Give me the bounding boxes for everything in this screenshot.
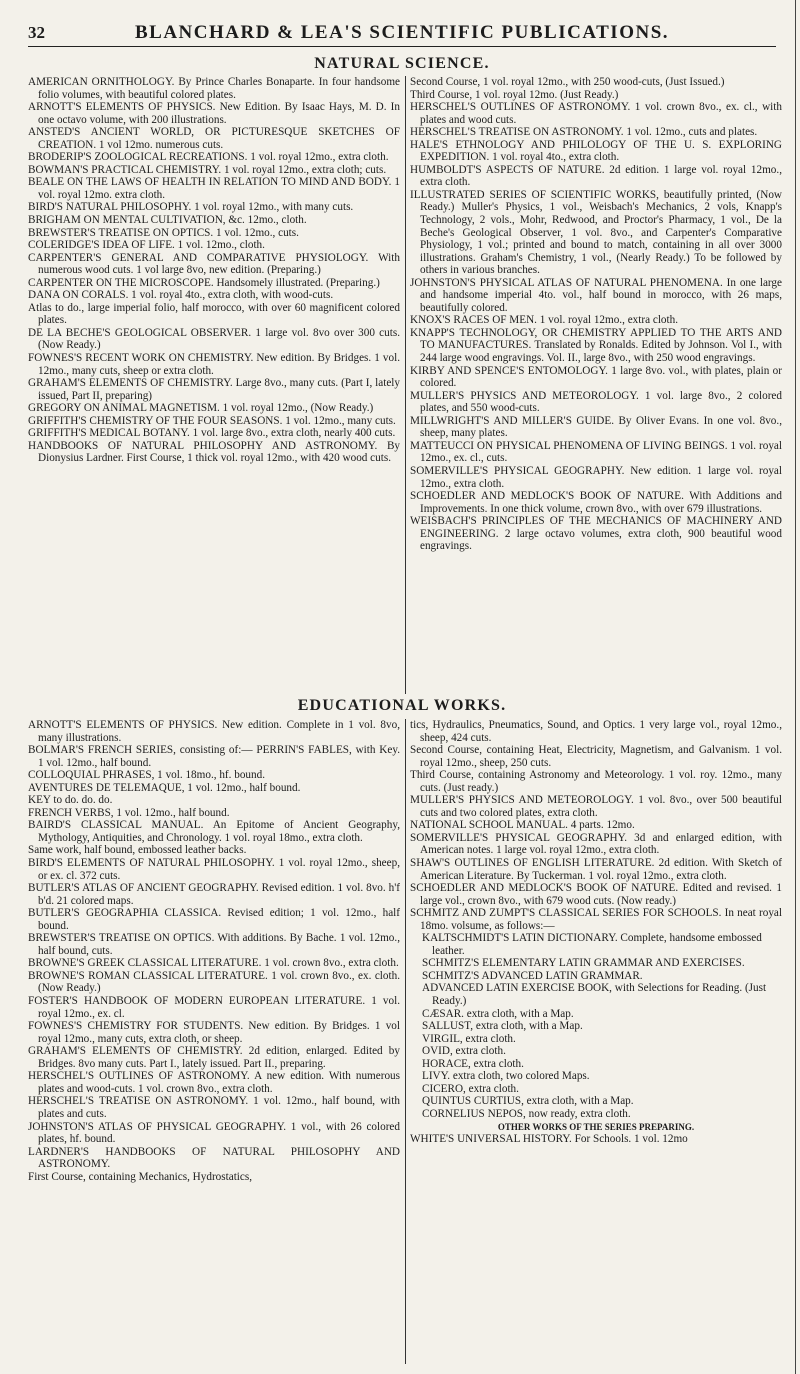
column-divider (405, 719, 406, 1364)
section-heading-natural-science: NATURAL SCIENCE. (314, 55, 490, 72)
catalogue-entry: Same work, half bound, embossed leather backs. (28, 844, 247, 857)
catalogue-entry: MULLER'S PHYSICS AND METEOROLOGY. 1 vol. large 8vo., 2 colored plates, and 550 wood-cuts. (410, 389, 782, 415)
catalogue-entry: HANDBOOKS OF NATURAL PHILOSOPHY AND ASTRONOMY. By Dionysius Lardner. First Course, 1 thick vol. royal 12mo., with 420 wood cuts. (28, 439, 400, 465)
page-header (28, 20, 776, 47)
catalogue-entry: ARNOTT'S ELEMENTS OF PHYSICS. New edition. Complete in 1 vol. 8vo, many illustrations. (28, 719, 400, 744)
column-divider (405, 76, 406, 694)
catalogue-entry: Second Course, 1 vol. royal 12mo., with 250 wood-cuts, (Just Issued.) (410, 76, 725, 88)
catalogue-entry: BREWSTER'S TREATISE ON OPTICS. With additions. By Bache. 1 vol. 12mo., half bound, cuts. (28, 932, 400, 957)
catalogue-entry: BROWNE'S ROMAN CLASSICAL LITERATURE. 1 vol. crown 8vo., ex. cloth. (Now Ready.) (28, 969, 400, 995)
catalogue-entry: GREGORY ON ANIMAL MAGNETISM. 1 vol. royal 12mo., (Now Ready.) (28, 402, 374, 415)
catalogue-entry: ARNOTT'S ELEMENTS OF PHYSICS. New Edition. By Isaac Hays, M. D. In one octavo volume, with 200 illustrations. (28, 101, 400, 126)
catalogue-entry: FOWNES'S CHEMISTRY FOR STUDENTS. New edition. By Bridges. 1 vol royal 12mo., many cuts, extra cloth, or sheep. (28, 1020, 400, 1045)
catalogue-entry: BOLMAR'S FRENCH SERIES, consisting of:— PERRIN'S FABLES, with Key. 1 vol. 12mo., half bound. (28, 744, 400, 769)
catalogue-entry: DE LA BECHE'S GEOLOGICAL OBSERVER. 1 large vol. 8vo over 300 cuts. (Now Ready.) (28, 326, 400, 352)
page-edge-rule (795, 0, 796, 1374)
catalogue-entry: SCHMITZ AND ZUMPT'S CLASSICAL SERIES FOR SCHOOLS. In neat royal 18mo. volsume, as follows:— (410, 907, 782, 932)
series-entry: LIVY. extra cloth, two colored Maps. (422, 1070, 590, 1083)
catalogue-entry: COLLOQUIAL PHRASES, 1 vol. 18mo., hf. bound. (28, 769, 266, 782)
series-entry: CÆSAR. extra cloth, with a Map. (422, 1007, 574, 1020)
catalogue-entry: BROWNE'S GREEK CLASSICAL LITERATURE. 1 vol. crown 8vo., extra cloth. (28, 957, 399, 970)
running-title: BLANCHARD & LEA'S SCIENTIFIC PUBLICATIONS. (134, 22, 670, 43)
catalogue-entry: HALE'S ETHNOLOGY AND PHILOLOGY OF THE U. S. EXPLORING EXPEDITION. 1 vol. royal 4to., extra cloth. (410, 138, 782, 164)
catalogue-entry: GRIFFITH'S CHEMISTRY OF THE FOUR SEASONS. 1 vol. 12mo., many cuts. (28, 414, 396, 427)
catalogue-entry: BREWSTER'S TREATISE ON OPTICS. 1 vol. 12mo., cuts. (28, 226, 299, 239)
section-heading-educational-works: EDUCATIONAL WORKS. (297, 697, 507, 714)
catalogue-entry: WHITE'S UNIVERSAL HISTORY. For Schools. 1 vol. 12mo (410, 1133, 688, 1146)
catalogue-entry: GRAHAM'S ELEMENTS OF CHEMISTRY. 2d edition, enlarged. Edited by Bridges. 8vo many cuts. Part I., lately issued. Part II., preparing. (28, 1045, 400, 1070)
catalogue-entry: SHAW'S OUTLINES OF ENGLISH LITERATURE. 2d edition. With Sketch of American Literature. By Tuckerman. 1 vol. royal 12mo., extra cloth. (410, 857, 782, 882)
catalogue-entry: BIRD'S ELEMENTS OF NATURAL PHILOSOPHY. 1 vol. royal 12mo., sheep, or ex. cl. 372 cuts. (28, 857, 400, 882)
catalogue-entry: ANSTED'S ANCIENT WORLD, OR PICTURESQUE SKETCHES OF CREATION. 1 vol 12mo. numerous cuts. (28, 126, 400, 151)
catalogue-entry: AVENTURES DE TELEMAQUE, 1 vol. 12mo., half bound. (28, 781, 301, 794)
series-entry: ADVANCED LATIN EXERCISE BOOK, with Selections for Reading. (Just Ready.) (422, 982, 767, 1008)
natural-science-right-column (410, 76, 782, 696)
catalogue-entry: JOHNSTON'S ATLAS OF PHYSICAL GEOGRAPHY. 1 vol., with 26 colored plates, hf. bound. (28, 1120, 400, 1146)
catalogue-entry: BAIRD'S CLASSICAL MANUAL. An Epitome of Ancient Geography, Mythology, Antiquities, and Chronology. 1 vol. royal 18mo., extra cloth. (28, 819, 400, 844)
series-entry: SCHMITZ'S ELEMENTARY LATIN GRAMMAR AND EXERCISES. (422, 957, 745, 970)
series-entry: KALTSCHMIDT'S LATIN DICTIONARY. Complete, handsome embossed leather. (422, 932, 762, 957)
catalogue-entry: First Course, containing Mechanics, Hydrostatics, (28, 1170, 253, 1183)
catalogue-entry: FOSTER'S HANDBOOK OF MODERN EUROPEAN LITERATURE. 1 vol. royal 12mo., ex. cl. (28, 995, 400, 1020)
catalogue-entry: BIRD'S NATURAL PHILOSOPHY. 1 vol. royal 12mo., with many cuts. (28, 201, 354, 214)
catalogue-entry: MILLWRIGHT'S AND MILLER'S GUIDE. By Oliver Evans. In one vol. 8vo., sheep, many plates. (410, 414, 782, 440)
catalogue-entry: KIRBY AND SPENCE'S ENTOMOLOGY. 1 large 8vo. vol., with plates, plain or colored. (410, 364, 782, 390)
series-entry: SALLUST, extra cloth, with a Map. (422, 1020, 583, 1033)
catalogue-entry: FRENCH VERBS, 1 vol. 12mo., half bound. (28, 806, 230, 819)
catalogue-entry: SCHOEDLER AND MEDLOCK'S BOOK OF NATURE. With Additions and Improvements. In one thick volume, crown 8vo., with over 679 illustrations. (410, 490, 782, 515)
series-entry: CICERO, extra cloth. (422, 1082, 519, 1095)
series-note: OTHER WORKS OF THE SERIES PREPARING. (497, 1121, 695, 1132)
series-entry: HORACE, extra cloth. (422, 1057, 524, 1070)
series-entry: SCHMITZ'S ADVANCED LATIN GRAMMAR. (422, 969, 643, 982)
educational-right-column (410, 719, 782, 1364)
catalogue-entry: AMERICAN ORNITHOLOGY. By Prince Charles Bonaparte. In four handsome folio volumes, with beautiful colored plates. (28, 76, 400, 101)
catalogue-entry: HUMBOLDT'S ASPECTS OF NATURE. 2d edition. 1 large vol. royal 12mo., extra cloth. (410, 163, 782, 189)
catalogue-entry: CARPENTER ON THE MICROSCOPE. Handsomely illustrated. (Preparing.) (28, 276, 380, 289)
series-entry: CORNELIUS NEPOS, now ready, extra cloth. (422, 1107, 631, 1120)
catalogue-entry: GRIFFITH'S MEDICAL BOTANY. 1 vol. large 8vo., extra cloth, nearly 400 cuts. (28, 427, 396, 440)
catalogue-entry: BRODERIP'S ZOOLOGICAL RECREATIONS. 1 vol. royal 12mo., extra cloth. (28, 151, 389, 164)
catalogue-entry: SOMERVILLE'S PHYSICAL GEOGRAPHY. New edition. 1 large vol. royal 12mo., extra cloth. (410, 464, 782, 490)
natural-science-left-column (28, 76, 400, 696)
catalogue-entry: HERSCHEL'S OUTLINES OF ASTRONOMY. 1 vol. crown 8vo., ex. cl., with plates and wood cuts. (410, 101, 782, 126)
catalogue-entry: BUTLER'S ATLAS OF ANCIENT GEOGRAPHY. Revised edition. 1 vol. 8vo. h'f b'd. 21 colored maps. (28, 882, 400, 907)
catalogue-entry: Atlas to do., large imperial folio, half morocco, with over 60 magnificent colored plates. (28, 301, 400, 327)
catalogue-entry: KNOX'S RACES OF MEN. 1 vol. royal 12mo., extra cloth. (410, 314, 679, 327)
catalogue-entry: HERSCHEL'S OUTLINES OF ASTRONOMY. A new edition. With numerous plates and wood-cuts. 1 vol. crown 8vo., extra cloth. (28, 1070, 400, 1095)
catalogue-entry: BRIGHAM ON MENTAL CULTIVATION, &c. 12mo., cloth. (28, 214, 307, 227)
catalogue-entry: KNAPP'S TECHNOLOGY, OR CHEMISTRY APPLIED TO THE ARTS AND TO MANUFACTURES. Translated by Ronalds. Edited by Johnson. Vol I., with 244 large wood engravings. Vol. II., large 8vo., with 250 wood engravings. (410, 326, 782, 365)
catalogue-entry: HERSCHEL'S TREATISE ON ASTRONOMY. 1 vol. 12mo., cuts and plates. (410, 126, 758, 139)
catalogue-entry: HERSCHEL'S TREATISE ON ASTRONOMY. 1 vol. 12mo., half bound, with plates and cuts. (28, 1095, 400, 1120)
catalogue-entry: ILLUSTRATED SERIES OF SCIENTIFIC WORKS, beautifully printed, (Now Ready.) Muller's Physics, 1 vol., Weisbach's Mechanics, 2 vols, Knapp's Technology, 2 vols., Mohr, Redwood, and Proctor's Pharmacy, 1 vol., De la Beche's Geological Observer, 1 vol. 8vo., and Carpenter's Comparative Physiology, 1 vol.; printed and bound to match, containing in all over 3000 illustrations. Graham's Chemistry, 1 vol., (Nearly Ready.) To be followed by others in various branches. (410, 188, 782, 277)
catalogue-entry: Third Course, containing Astronomy and Meteorology. 1 vol. roy. 12mo., many cuts. (Just ready.) (410, 769, 782, 794)
page-number: 32 (28, 23, 45, 42)
series-entry: OVID, extra cloth. (422, 1045, 506, 1058)
catalogue-entry: NATIONAL SCHOOL MANUAL. 4 parts. 12mo. (410, 819, 635, 832)
series-entry: QUINTUS CURTIUS, extra cloth, with a Map. (422, 1095, 634, 1108)
catalogue-entry: KEY to do. do. do. (28, 794, 113, 807)
catalogue-entry: SCHOEDLER AND MEDLOCK'S BOOK OF NATURE. Edited and revised. 1 large vol., crown 8vo., with 679 wood cuts. (Now ready.) (410, 882, 782, 907)
catalogue-entry: DANA ON CORALS. 1 vol. royal 4to., extra cloth, with wood-cuts. (28, 289, 334, 302)
catalogue-entry: GRAHAM'S ELEMENTS OF CHEMISTRY. Large 8vo., many cuts. (Part I, lately issued, Part II, preparing) (28, 377, 400, 402)
catalogue-entry: MATTEUCCI ON PHYSICAL PHENOMENA OF LIVING BEINGS. 1 vol. royal 12mo., ex. cl., cuts. (410, 439, 782, 465)
catalogue-entry: LARDNER'S HANDBOOKS OF NATURAL PHILOSOPHY AND ASTRONOMY. (28, 1145, 400, 1171)
catalogue-entry: Second Course, containing Heat, Electricity, Magnetism, and Galvanism. 1 vol. royal 12mo., sheep, 250 cuts. (410, 744, 782, 769)
catalogue-entry: COLERIDGE'S IDEA OF LIFE. 1 vol. 12mo., cloth. (28, 239, 265, 252)
catalogue-entry: FOWNES'S RECENT WORK ON CHEMISTRY. New edition. By Bridges. 1 vol. 12mo., many cuts, sheep or extra cloth. (28, 352, 400, 377)
catalogue-entry: BEALE ON THE LAWS OF HEALTH IN RELATION TO MIND AND BODY. 1 vol. royal 12mo. extra cloth. (28, 176, 400, 201)
catalogue-entry: SOMERVILLE'S PHYSICAL GEOGRAPHY. 3d and enlarged edition, with American notes. 1 large vol. royal 12mo., extra cloth. (410, 831, 782, 857)
catalogue-entry: MULLER'S PHYSICS AND METEOROLOGY. 1 vol. 8vo., over 500 beautiful cuts and two colored plates, extra cloth. (410, 794, 782, 819)
catalogue-entry: tics, Hydraulics, Pneumatics, Sound, and Optics. 1 very large vol., royal 12mo., sheep, 424 cuts. (410, 719, 782, 744)
catalogue-entry: CARPENTER'S GENERAL AND COMPARATIVE PHYSIOLOGY. With numerous wood cuts. 1 vol large 8vo, new edition. (Preparing.) (28, 251, 400, 277)
series-entry: VIRGIL, extra cloth. (422, 1032, 516, 1045)
catalogue-entry: BOWMAN'S PRACTICAL CHEMISTRY. 1 vol. royal 12mo., extra cloth; cuts. (28, 163, 387, 176)
catalogue-entry: BUTLER'S GEOGRAPHIA CLASSICA. Revised edition; 1 vol. 12mo., half bound. (28, 907, 400, 932)
catalogue-entry: JOHNSTON'S PHYSICAL ATLAS OF NATURAL PHENOMENA. In one large and handsome imperial 4to. vol., half bound in morocco, with 26 maps, beautifully colored. (410, 276, 782, 314)
educational-left-column (28, 719, 400, 1364)
catalogue-entry: Third Course, 1 vol. royal 12mo. (Just Ready.) (410, 88, 619, 101)
catalogue-entry: WEISBACH'S PRINCIPLES OF THE MECHANICS OF MACHINERY AND ENGINEERING. 2 large octavo volumes, extra cloth, 900 beautiful wood engravings. (410, 515, 782, 553)
